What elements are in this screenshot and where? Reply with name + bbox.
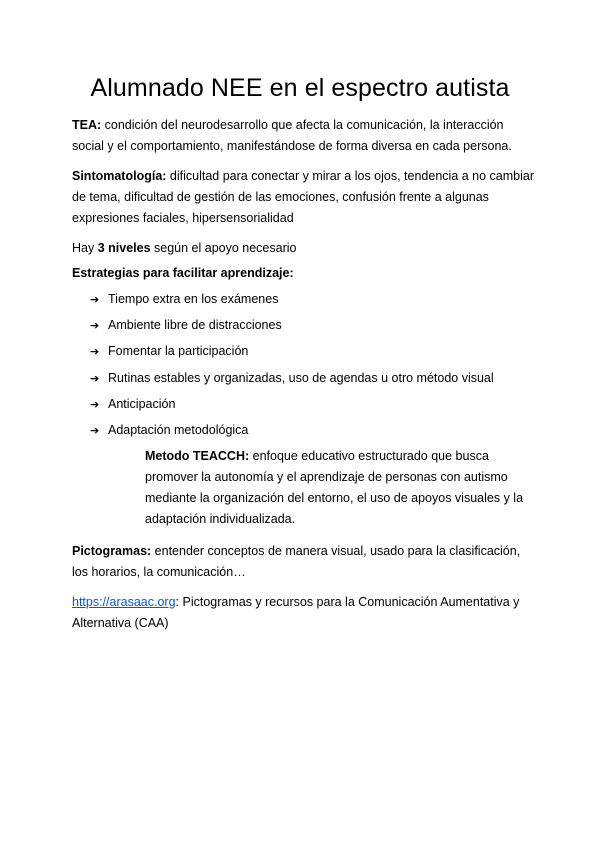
list-item — [90, 315, 494, 341]
estrategias-list — [90, 289, 494, 446]
pictogramas-text: entender conceptos de manera visual, usado para la clasificación, los horarios, la comunicación… — [72, 544, 521, 579]
pictogramas-paragraph — [72, 541, 534, 583]
niveles-prefix: Hay — [72, 241, 98, 255]
niveles-suffix: según el apoyo necesario — [150, 241, 297, 255]
list-item — [90, 368, 494, 394]
niveles-paragraph — [72, 238, 534, 259]
page-title: Alumnado NEE en el espectro autista — [90, 74, 510, 102]
tea-label: TEA: — [72, 118, 102, 132]
list-item — [90, 420, 494, 446]
list-item-text: Adaptación metodológica — [108, 422, 249, 437]
tea-paragraph — [72, 115, 534, 157]
niveles-bold: 3 niveles — [97, 241, 151, 255]
arasaac-link[interactable]: https://arasaac.org — [72, 595, 176, 609]
arrow-icon: ➔ — [90, 319, 100, 333]
sintomatologia-label: Sintomatología: — [72, 169, 167, 183]
sintomatologia-paragraph — [72, 166, 534, 229]
tea-text: condición del neurodesarrollo que afecta la comunicación, la interacción social y el comportamiento, manifestándose de forma diversa en cada persona. — [72, 118, 512, 153]
teacch-label: Metodo TEACCH: — [145, 449, 250, 463]
list-item — [90, 394, 494, 420]
arrow-icon: ➔ — [90, 423, 100, 437]
sintomatologia-text: dificultad para conectar y mirar a los ojos, tendencia a no cambiar de tema, dificultad de gestión de las emociones, confusión frente a algunas expresiones faciales, hipersensorialidad — [72, 169, 535, 225]
estrategias-heading — [72, 263, 534, 284]
list-item-text: Rutinas estables y organizadas, uso de agendas u otro método visual — [108, 370, 494, 385]
arrow-icon: ➔ — [90, 371, 100, 385]
teacch-paragraph — [145, 446, 525, 530]
list-item-text: Ambiente libre de distracciones — [108, 318, 282, 333]
arasaac-text: : Pictogramas y recursos para la Comunicación Aumentativa y Alternativa (CAA) — [72, 595, 520, 630]
teacch-text: enfoque educativo estructurado que busca promover la autonomía y el aprendizaje de personas con autismo mediante la organización del entorno, el uso de apoyos visuales y la adaptación individualizada. — [145, 449, 524, 526]
pictogramas-label: Pictogramas: — [72, 544, 152, 558]
arrow-icon: ➔ — [90, 293, 100, 306]
list-item-text: Tiempo extra en los exámenes — [108, 292, 279, 306]
arrow-icon: ➔ — [90, 345, 100, 359]
list-item — [90, 289, 494, 315]
list-item-text: Anticipación — [108, 396, 176, 411]
estrategias-heading-text: Estrategias para facilitar aprendizaje: — [72, 266, 294, 280]
list-item-text: Fomentar la participación — [108, 344, 249, 359]
list-item — [90, 341, 494, 367]
arasaac-paragraph — [72, 592, 534, 634]
arrow-icon: ➔ — [90, 397, 100, 411]
